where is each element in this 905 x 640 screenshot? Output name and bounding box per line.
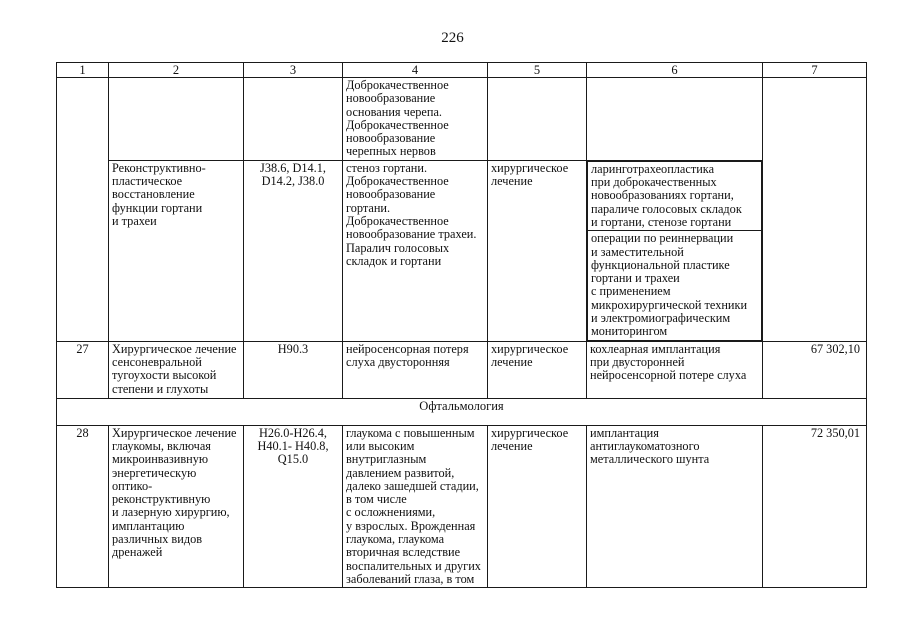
treatment-type-cell: хирургическое лечение xyxy=(488,341,587,398)
header-col-5: 5 xyxy=(488,63,587,78)
table-row xyxy=(57,341,867,398)
treatment-type-cell: хирургическое лечение xyxy=(488,425,587,588)
treatment-method-item: операции по реиннервации и заместительной функциональной пластике гортани и трахеи с применением микрохирургической техники и электромиографическим мониторингом xyxy=(588,231,762,340)
diagnosis-cell: стеноз гортани. Доброкачественное новообразование гортани. Доброкачественное новообразование трахеи. Паралич голосовых складок и гортани xyxy=(343,160,488,341)
icd-codes-cell: J38.6, D14.1, D14.2, J38.0 xyxy=(244,160,343,341)
cost-cell xyxy=(763,78,867,342)
header-col-1: 1 xyxy=(57,63,109,78)
treatment-method-subtable xyxy=(587,161,762,341)
header-col-4: 4 xyxy=(343,63,488,78)
method-cell: Реконструктивно- пластическое восстановление функции гортани и трахеи xyxy=(109,160,244,341)
row-number-cell xyxy=(57,78,109,342)
icd-codes-cell xyxy=(244,78,343,161)
diagnosis-cell: нейросенсорная потеря слуха двусторонняя xyxy=(343,341,488,398)
icd-codes-cell: H26.0-H26.4, H40.1- H40.8, Q15.0 xyxy=(244,425,343,588)
header-col-2: 2 xyxy=(109,63,244,78)
treatment-method-cell xyxy=(587,78,763,161)
treatment-method-cell: имплантация антиглаукоматозного металлического шунта xyxy=(587,425,763,588)
table-row xyxy=(57,425,867,588)
diagnosis-cell: Доброкачественное новообразование основания черепа. Доброкачественное новообразование черепных нервов xyxy=(343,78,488,161)
icd-codes-cell: H90.3 xyxy=(244,341,343,398)
table-row xyxy=(57,160,867,341)
header-row xyxy=(57,63,867,78)
header-col-6: 6 xyxy=(587,63,763,78)
page-number: 226 xyxy=(441,30,464,46)
cost-cell: 72 350,01 xyxy=(763,425,867,588)
section-row xyxy=(57,398,867,425)
treatment-method-item: ларинготрахеопластика при доброкачественных новообразованиях гортани, параличе голосовых складок и гортани, стенозе гортани xyxy=(588,161,762,230)
treatment-type-cell xyxy=(488,78,587,161)
cost-cell: 67 302,10 xyxy=(763,341,867,398)
treatment-type-cell: хирургическое лечение xyxy=(488,160,587,341)
method-cell: Хирургическое лечение сенсоневральной тугоухости высокой степени и глухоты xyxy=(109,341,244,398)
header-col-3: 3 xyxy=(244,63,343,78)
table-row xyxy=(57,78,867,161)
method-cell xyxy=(109,78,244,161)
row-number-cell: 28 xyxy=(57,425,109,588)
treatment-method-cell xyxy=(587,160,763,341)
treatment-method-cell: кохлеарная имплантация при двусторонней нейросенсорной потере слуха xyxy=(587,341,763,398)
section-title: Офтальмология xyxy=(57,398,867,425)
procedures-table xyxy=(56,62,867,588)
row-number-cell: 27 xyxy=(57,341,109,398)
header-col-7: 7 xyxy=(763,63,867,78)
diagnosis-cell: глаукома с повышенным или высоким внутриглазным давлением развитой, далеко зашедшей стадии, в том числе с осложнениями, у взрослых. Врожденная глаукома, глаукома вторичная вследствие воспалительных и других заболеваний глаза, в том xyxy=(343,425,488,588)
method-cell: Хирургическое лечение глаукомы, включая микроинвазивную энергетическую оптико- реконструктивную и лазерную хирургию, имплантацию различных видов дренажей xyxy=(109,425,244,588)
